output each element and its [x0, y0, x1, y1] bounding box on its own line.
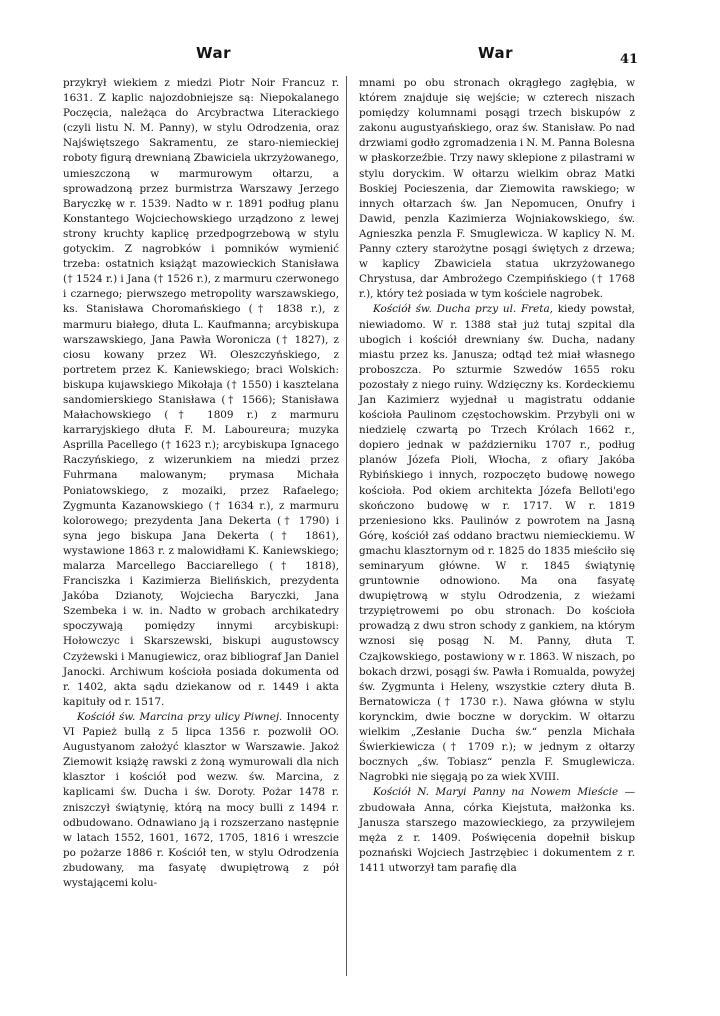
paragraph-text: mnami po obu stronach okrągłego zagłębia, w którem znajduje się wejście; w czterech niszach pomiędzy kolumnami posągi trzech biskupów z zakonu augustyańskiego, oraz św. Stanisław. Po nad drzwiami godło zgromadzenia i N. M. Panna Bolesna w płaskorzeźbie. Trzy nawy sklepione z pilastrami w stylu doryckim. W ołtarzu wielkim obraz Matki Boskiej Pocieszenia, dar Ziemowita rawskiego; w innych ołtarzach św. Jan Nepomucen, Onufry i Dawid, penzla Kazimierza Wojniakowskiego, św. Agnieszka penzla F. Smuglewicza. W kaplicy N. M. Panny cztery starożytne posągi świętych z drzewa; w kaplicy Zbawiciela statua ukrzyżowanego Chrystusa, dar Ambrożego Czempińskiego († 1768 r.), który też posiada w tym kościele nagrobek. — [359, 77, 635, 301]
running-head-left: War — [196, 44, 232, 62]
paragraph-text: Innocenty VI Papież bullą z 5 lipca 1356 r. pozwolił OO. Augustyanom założyć klasztor w Warszawie. Jakoż Ziemowit książę rawski z żoną wymurowali dla nich klasztor i kościół pod wezw. św. Marcina, z kaplicami św. Ducha i św. Doroty. Pożar 1478 r. zniszczył świątynię, którą na mocy bulli z 1494 r. odbudowano. Odnawiano ją i rozszerzano następnie w latach 1552, 1601, 1672, 1705, 1816 i wreszcie po pożarze 1886 r. Kościół ten, w stylu Odrodzenia zbudowany, ma fasyatę dwupiętrową z pół wystającemi kolu- — [63, 710, 339, 889]
paragraph — [63, 76, 339, 710]
paragraph-heading: Kościół N. Maryi Panny na Nowem Mieście — [373, 786, 619, 799]
paragraph-text: kiedy powstał, niewiadomo. W r. 1388 stał już tutaj szpital dla ubogich i kościół drewniany św. Ducha, nadany miastu przez ks. Janusza; odtąd też miał własnego proboszcza. Po szturmie Szwedów 1655 roku pozostały z niego ruiny. Wdzięczny ks. Kordeckiemu Jan Kazimierz wyjednał u magistratu oddanie kościoła Paulinom częstochowskim. Przybyli oni w niedzielę czwartą po Trzech Królach 1662 r., dopiero jednak w październiku 1707 r., podług planów Józefa Pioli, Włocha, z ofiary Jakóba Rybińskiego i innych, rozpoczęto budowę nowego kościoła. Pod okiem architekta Józefa Belloti'ego skończono budowę w r. 1717. W r. 1819 przeniesiono kks. Paulinów z powrotem na Jasną Górę, kościół zaś oddano bractwu niemieckiemu. W gmachu klasztornym od r. 1825 do 1835 mieściło się seminaryum główne. W r. 1845 świątynię gruntownie odnowiono. Ma ona fasyatę dwupiętrową w stylu Odrodzenia, z wieżami trzypiętrowemi po obu stronach. Do kościoła prowadzą z dwu stron schody z gankiem, na którym wznosi się posąg N. M. Panny, dłuta T. Czajkowskiego, postawiony w r. 1863. W niszach, po bokach drzwi, posągi św. Pawła i Romualda, powyżej św. Zygmunta i Heleny, wszystkie cztery dłuta B. Bernatowicza († 1730 r.). Nawa główna w stylu korynckim, dwie boczne w doryckim. W ołtarzu wielkim „Zesłanie Ducha św.“ penzla Michała Świerkiewicza († 1709 r.); w jednym z ołtarzy bocznych „św. Tobiasz“ penzla F. Smuglewicza. Nagrobki nie sięgają po za wiek XVIII. — [359, 303, 635, 784]
paragraph — [63, 710, 339, 891]
column-rule — [346, 76, 347, 976]
paragraph — [359, 302, 635, 785]
page-number: 41 — [620, 52, 639, 67]
paragraph — [359, 785, 635, 876]
paragraph-heading: Kościół św. Ducha przy ul. Freta, — [373, 303, 553, 316]
paragraph-text: — zbudowała Anna, córka Kiejstuta, małżonka ks. Janusza starszego mazowieckiego, za przywilejem męża z r. 1409. Poświęcenia dopełnił biskup poznański Wojciech Jastrzębiec i dokumentem z r. 1411 utworzył tam parafię dla — [359, 786, 635, 874]
right-column — [359, 76, 635, 876]
paragraph — [359, 76, 635, 302]
left-column — [63, 76, 339, 891]
running-head-right: War — [478, 44, 514, 62]
paragraph-heading: Kościół św. Marcina przy ulicy Piwnej. — [77, 710, 283, 723]
paragraph-text: przykrył wiekiem z miedzi Piotr Noir Francuz r. 1631. Z kaplic najozdobniejsze są: Niepokalanego Poczęcia, należąca do Arcybractwa Literackiego (czyli listu N. M. Panny), w stylu Odrodzenia, oraz Najświętszego Sakramentu, ze staro-niemieckiej roboty figurą drewnianą Zbawiciela ukrzyżowanego, umieszczoną w marmurowym ołtarzu, a sprowadzoną przez burmistrza Warszawy Jerzego Baryczkę w r. 1539. Nadto w r. 1891 podług planu Konstantego Wojciechowskiego urządzono z lewej strony kruchty kaplicę przedpogrzebową w stylu gotyckim. Z nagrobków i pomników wymienić trzeba: ostatnich książąt mazowieckich Stanisława († 1524 r.) i Jana († 1526 r.), z marmuru czerwonego i czarnego; pierwszego metropolity warszawskiego, ks. Stanisława Choromańskiego († 1838 r.), z marmuru białego, dłuta L. Kaufmanna; arcybiskupa warszawskiego, Jana Pawła Woronicza († 1827), z ciosu kowany przez Wł. Oleszczyńskiego, z portretem przez K. Kaniewskiego; braci Wolskich: biskupa kujawskiego Mikołaja († 1550) i kasztelana sandomierskiego Stanisława († 1566); Stanisława Małachowskiego († 1809 r.) z marmuru karraryjskiego dłuta F. M. Laboureura; muzyka Asprilla Pacellego († 1623 r.); arcybiskupa Ignacego Raczyńskiego, z wizerunkiem na miedzi przez Fuhrmana malowanym; prymasa Michała Poniatowskiego, z mozaiki, przez Rafaelego; Zygmunta Kazanowskiego († 1634 r.), z marmuru kolorowego; prezydenta Jana Dekerta († 1790) i syna jego biskupa Jana Dekerta († 1861), wystawione 1863 r. z malowidłami K. Kaniewskiego; malarza Marcellego Bacciarellego († 1818), Franciszka i Kazimierza Bielińskich, prezydenta Jakóba Dzianoty, Wojciecha Baryczki, Jana Szembeka i w. in. Nadto w grobach archikatedry spoczywają pomiędzy innymi arcybiskupi: Hołowczyc i Skarszewski, biskupi augustowscy Czyżewski i Manugiewicz, oraz bibliograf Jan Daniel Janocki. Archiwum kościoła posiada dokumenta od r. 1402, akta sądu dziekanow od r. 1449 i akta kapituły od r. 1517. — [63, 77, 339, 708]
